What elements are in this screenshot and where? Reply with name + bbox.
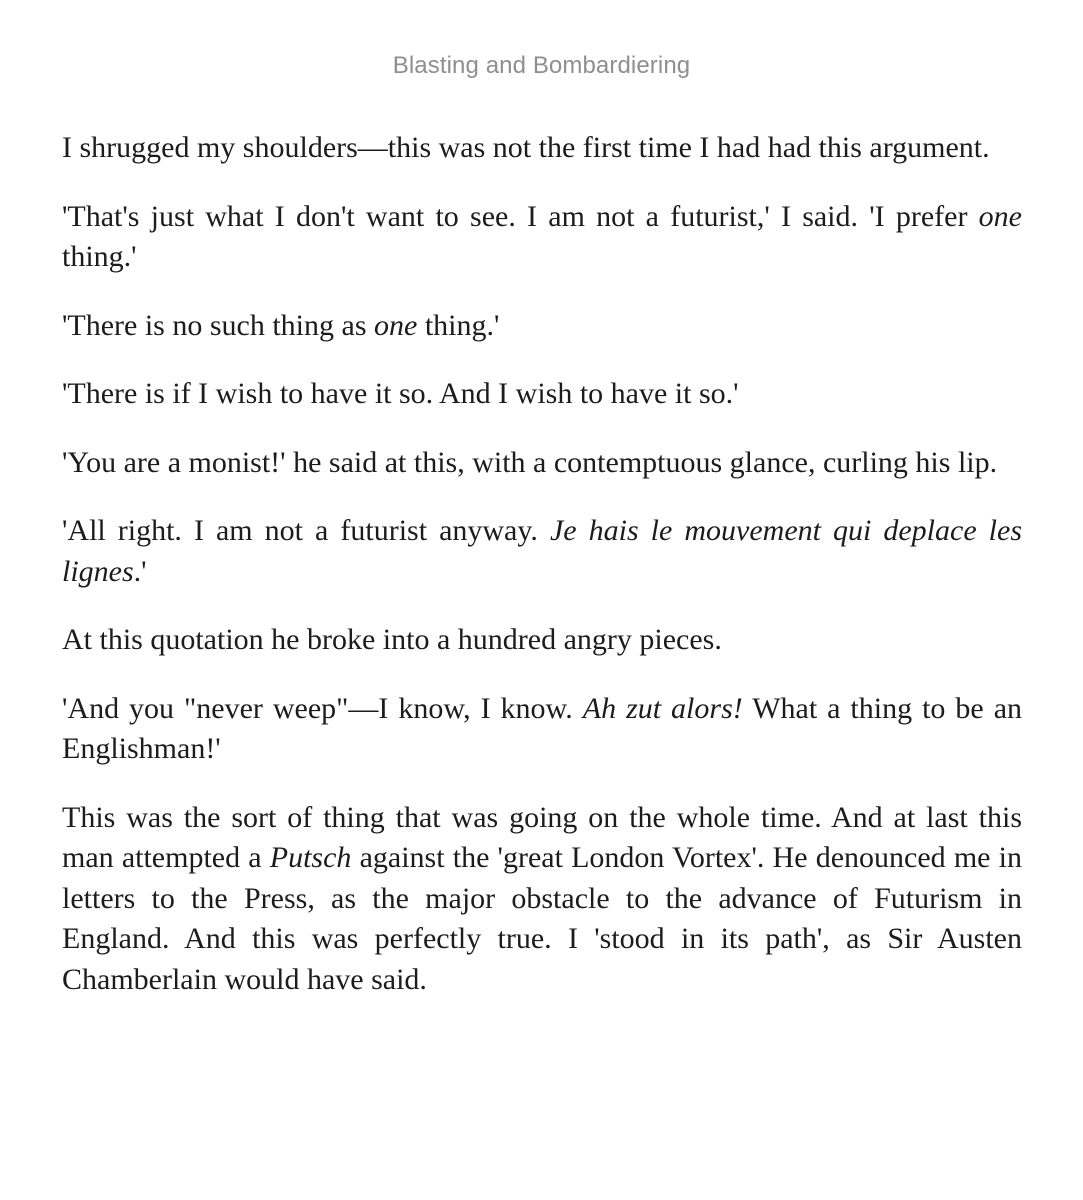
paragraph <box>62 620 1022 661</box>
text-run: .' <box>133 554 147 588</box>
page-body-text <box>62 128 1022 1000</box>
text-run: 'There is if I wish to have it so. And I wish to have it so.' <box>62 377 739 410</box>
text-run: 'You are a monist!' he said at this, with a contemptuous glance, curling his lip. <box>62 445 998 479</box>
text-run: thing.' <box>62 240 137 273</box>
paragraph <box>62 511 1022 592</box>
text-run: I shrugged my shoulders—this was not the first time I had had this argument. <box>62 131 990 164</box>
running-header-book-title: Blasting and Bombardiering <box>392 52 691 79</box>
italic-text-run: Ah zut alors! <box>582 691 743 725</box>
paragraph <box>62 443 1022 484</box>
paragraph <box>62 374 1022 415</box>
paragraph <box>62 128 1022 169</box>
text-run: against the 'great London Vortex'. He denounced me in letters to the Press, as the major obstacle to the advance of Futurism in England. And this was perfectly true. I 'stood in its path', as Sir Austen Chamberlain would have said. <box>62 841 1022 996</box>
text-run: 'And you "never weep"—I know, I know. <box>62 691 583 725</box>
text-run: What a thing to be an Englishman!' <box>62 691 1023 765</box>
italic-text-run: Putsch <box>269 841 352 874</box>
text-run: 'All right. I am not a futurist anyway. <box>62 514 550 547</box>
italic-text-run: one <box>374 308 418 342</box>
paragraph <box>62 798 1022 1001</box>
text-run: At this quotation he broke into a hundred angry pieces. <box>62 623 722 656</box>
text-run: 'That's just what I don't want to see. I am not a futurist,' I said. 'I prefer <box>62 199 979 233</box>
text-run: thing.' <box>417 308 500 342</box>
text-run: 'There is no such thing as <box>62 308 375 342</box>
italic-text-run: Je hais le mouvement qui deplace les lignes <box>62 514 1023 588</box>
text-run: This was the sort of thing that was going on the whole time. And at last this man attempted a <box>62 800 1022 874</box>
paragraph <box>62 306 1022 347</box>
paragraph <box>62 689 1022 770</box>
italic-text-run: one <box>978 199 1022 233</box>
paragraph <box>62 197 1022 278</box>
